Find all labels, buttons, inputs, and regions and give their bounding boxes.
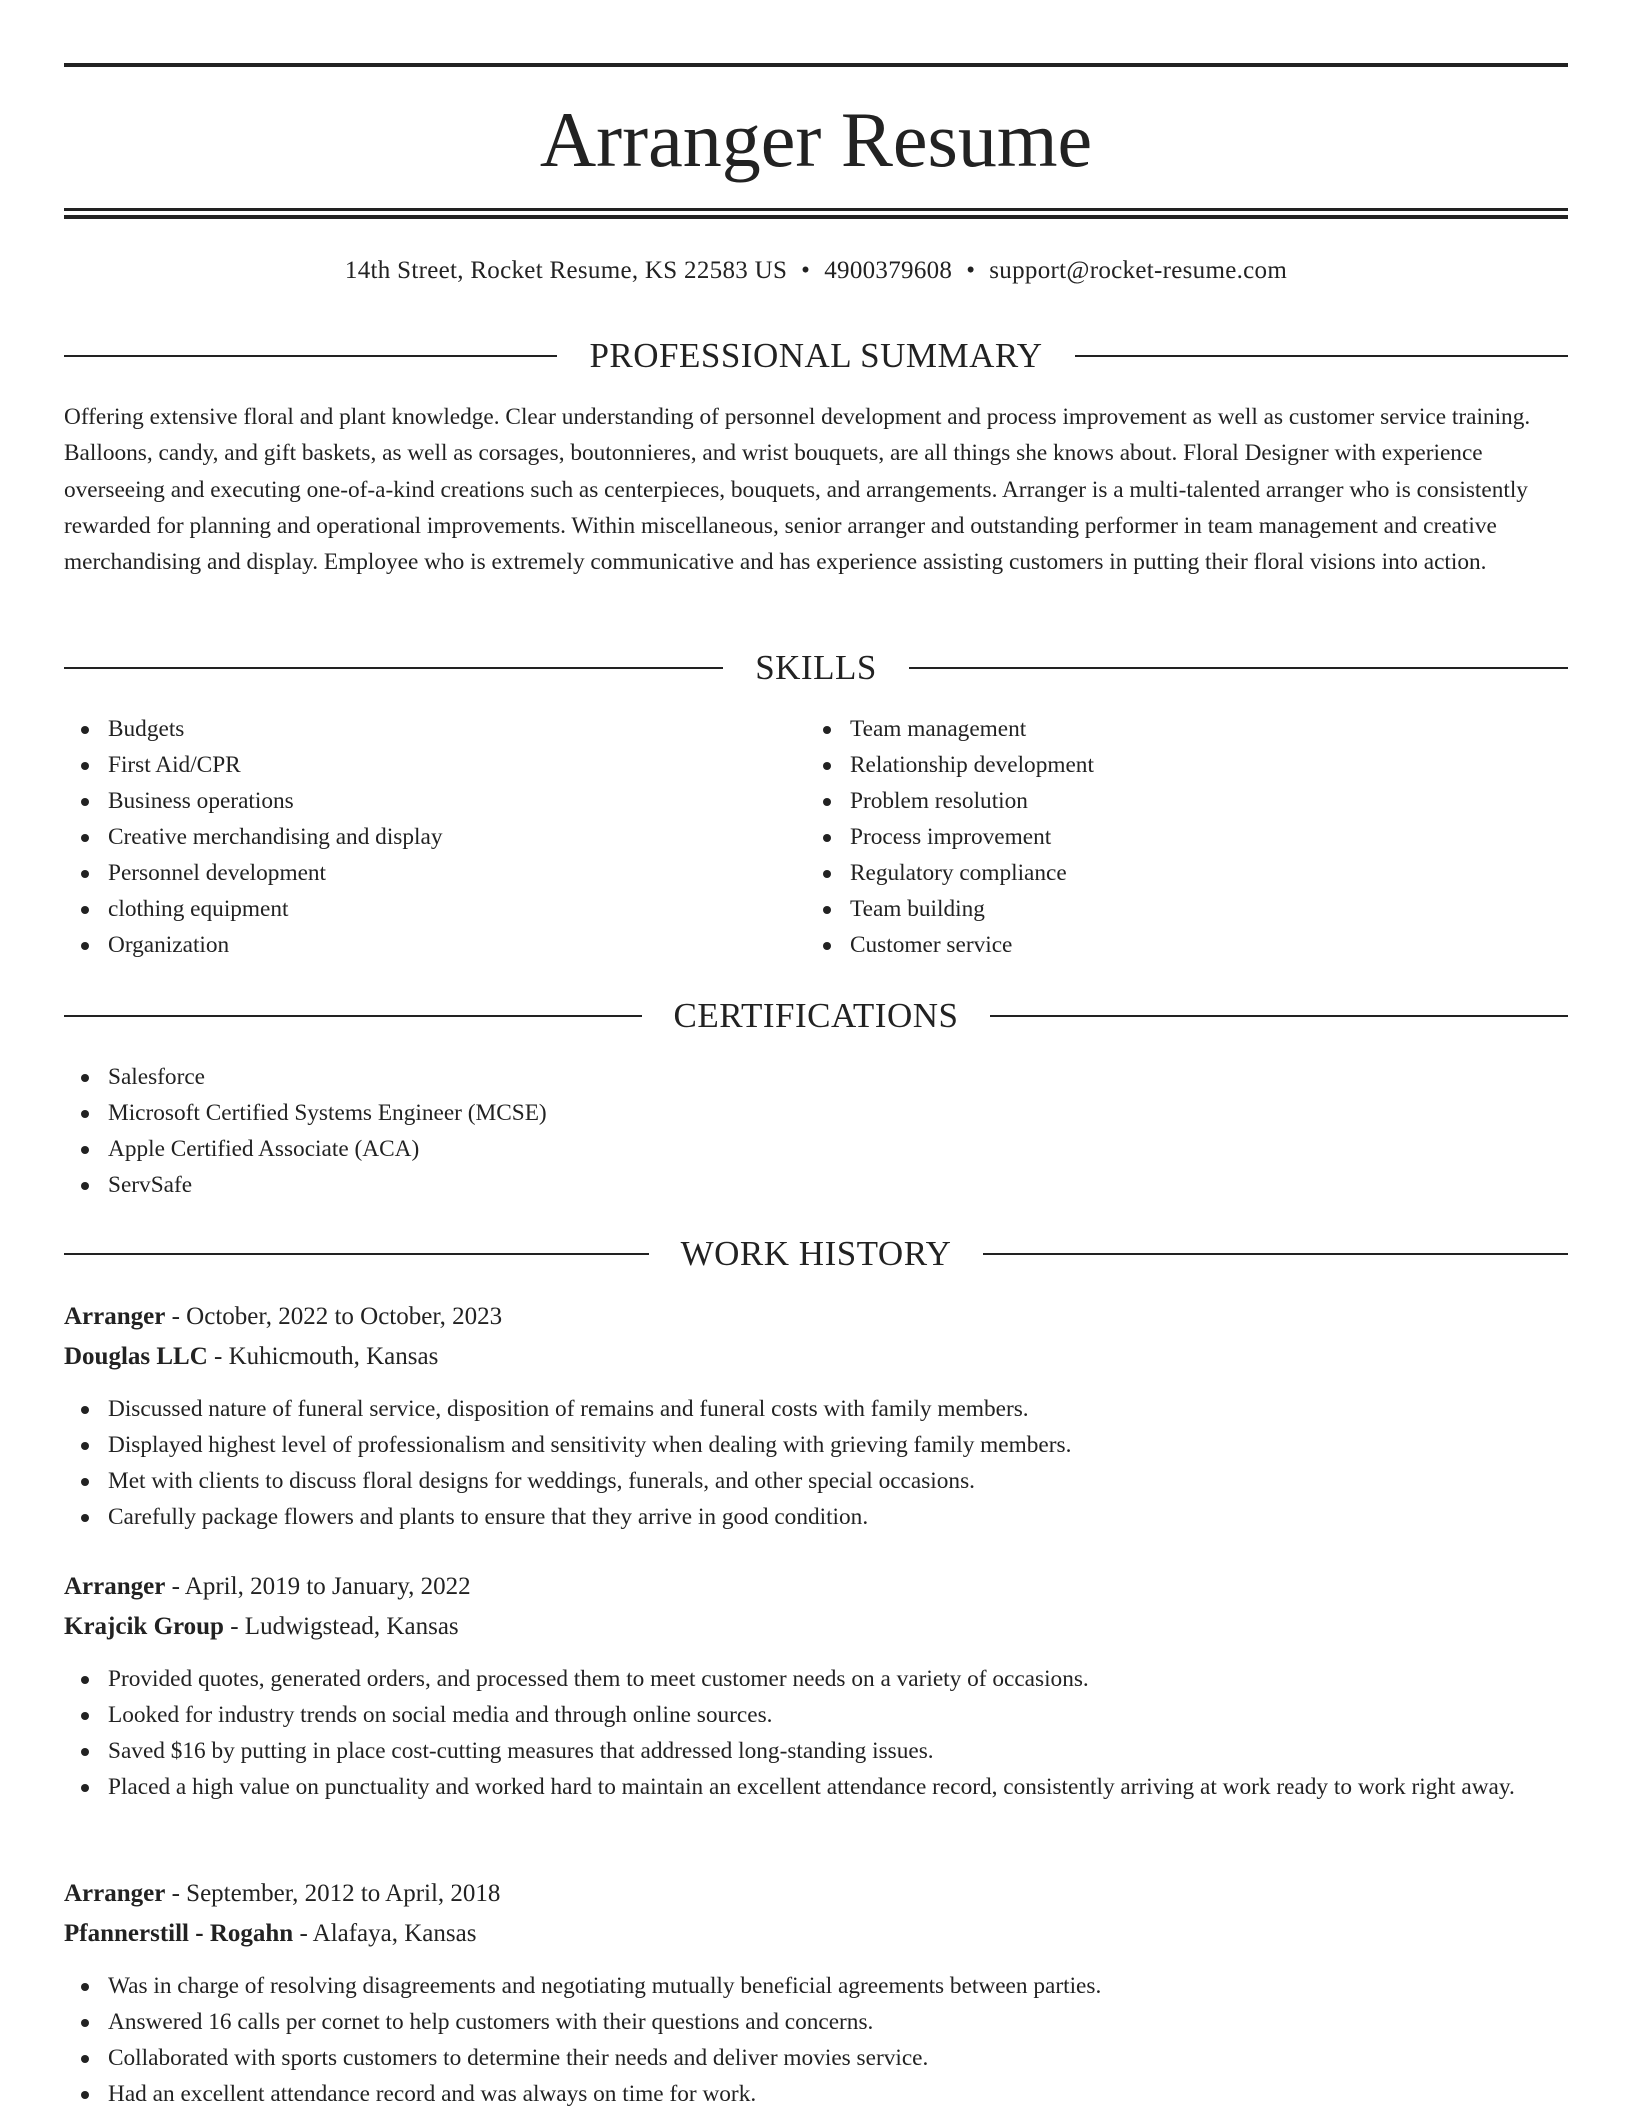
heading-rule-right [1075, 355, 1568, 357]
skill-item: Team building [806, 891, 1546, 927]
contact-email: support@rocket-resume.com [989, 257, 1288, 284]
work-history-heading-text: WORK HISTORY [680, 1234, 952, 1273]
skill-item: clothing equipment [64, 891, 804, 927]
job-bullet: Met with clients to discuss floral designs for weddings, funerals, and other special occasions. [64, 1463, 1568, 1499]
top-rule [64, 63, 1568, 67]
skill-item: Personnel development [64, 855, 804, 891]
job-bullet: Was in charge of resolving disagreements and negotiating mutually beneficial agreements between parties. [64, 1968, 1568, 2004]
certification-item: Salesforce [64, 1059, 1568, 1095]
certifications-list [64, 1059, 1568, 1203]
job-dates: April, 2019 to January, 2022 [184, 1573, 471, 1600]
job-company-line: Pfannerstill - Rogahn - Alafaya, Kansas [64, 1920, 477, 1947]
skill-item: Business operations [64, 783, 804, 819]
job-title: Arranger [64, 1573, 166, 1600]
resume-title: Arranger Resume [539, 96, 1093, 183]
job-bullet: Discussed nature of funeral service, disposition of remains and funeral costs with family members. [64, 1391, 1568, 1427]
summary-heading [64, 334, 1568, 378]
job-company-line: Krajcik Group - Ludwigstead, Kansas [64, 1613, 459, 1640]
job-bullets [64, 1661, 1568, 1805]
job-company-line: Douglas LLC - Kuhicmouth, Kansas [64, 1343, 439, 1370]
contact-line [64, 253, 1568, 289]
contact-phone: 4900379608 [824, 257, 953, 284]
contact-separator: • [966, 257, 976, 284]
job-bullet: Saved $16 by putting in place cost-cutting measures that addressed long-standing issues. [64, 1733, 1568, 1769]
contact-separator: • [801, 257, 811, 284]
skill-item: Organization [64, 927, 804, 963]
skill-item: Team management [806, 711, 1546, 747]
skills-heading-text: SKILLS [755, 648, 877, 687]
work-history-heading [64, 1232, 1568, 1276]
job-location: Kuhicmouth, Kansas [228, 1343, 439, 1370]
job-bullet: Displayed highest level of professionalism and sensitivity when dealing with grieving family members. [64, 1427, 1568, 1463]
skill-item: Creative merchandising and display [64, 819, 804, 855]
job-title: Arranger [64, 1303, 166, 1330]
skill-item: Customer service [806, 927, 1546, 963]
job-bullets [64, 1968, 1568, 2112]
certification-item: ServSafe [64, 1167, 1568, 1203]
heading-rule-right [990, 1015, 1568, 1017]
job-title-line: Arranger - September, 2012 to April, 2018 [64, 1880, 501, 1907]
job-title-line: Arranger - April, 2019 to January, 2022 [64, 1573, 471, 1600]
job-title-line: Arranger - October, 2022 to October, 2023 [64, 1303, 503, 1330]
job-bullets [64, 1391, 1568, 1535]
skills-list-left [64, 711, 804, 963]
summary-text: Offering extensive floral and plant knowledge. Clear understanding of personnel development and process improvement as well as customer service training. Balloons, candy, and gift baskets, as well as corsages, boutonnieres, and wrist bouquets, are all things she knows about. Floral Designer with experience overseeing and executing one-of-a-kind creations such as centerpieces, bouquets, and arrangements. Arranger is a multi-talented arranger who is consistently rewarded for planning and operational improvements. Within miscellaneous, senior arranger and outstanding performer in team management and creative merchandising and display. Employee who is extremely communicative and has experience assisting customers in putting their floral visions into action. [64, 404, 1531, 576]
skill-item: Problem resolution [806, 783, 1546, 819]
job-bullet: Carefully package flowers and plants to ensure that they arrive in good condition. [64, 1499, 1568, 1535]
job-company: Douglas LLC [64, 1343, 208, 1370]
heading-rule-left [64, 667, 723, 669]
certifications-heading-text: CERTIFICATIONS [673, 996, 959, 1035]
job-bullet: Had an excellent attendance record and was always on time for work. [64, 2076, 1568, 2112]
job-bullet: Collaborated with sports customers to determine their needs and deliver movies service. [64, 2040, 1568, 2076]
certifications-heading [64, 994, 1568, 1038]
job-location: Alafaya, Kansas [312, 1920, 477, 1947]
job-location: Ludwigstead, Kansas [244, 1613, 459, 1640]
certification-item: Microsoft Certified Systems Engineer (MCSE) [64, 1095, 1568, 1131]
heading-rule-right [909, 667, 1568, 669]
skills-heading [64, 646, 1568, 690]
skills-list-right [806, 711, 1546, 963]
job-title: Arranger [64, 1880, 166, 1907]
skill-item: Relationship development [806, 747, 1546, 783]
skill-item: Process improvement [806, 819, 1546, 855]
job-dates: September, 2012 to April, 2018 [186, 1880, 501, 1907]
job-bullet: Provided quotes, generated orders, and processed them to meet customer needs on a variety of occasions. [64, 1661, 1568, 1697]
title-double-rule [64, 208, 1568, 219]
skill-item: First Aid/CPR [64, 747, 804, 783]
job-dates: October, 2022 to October, 2023 [186, 1303, 503, 1330]
job-company: Pfannerstill - Rogahn [64, 1920, 294, 1947]
heading-rule-left [64, 355, 557, 357]
skill-item: Budgets [64, 711, 804, 747]
heading-rule-right [983, 1253, 1568, 1255]
heading-rule-left [64, 1015, 642, 1017]
heading-rule-left [64, 1253, 649, 1255]
job-company: Krajcik Group [64, 1613, 224, 1640]
skill-item: Regulatory compliance [806, 855, 1546, 891]
certification-item: Apple Certified Associate (ACA) [64, 1131, 1568, 1167]
job-bullet: Placed a high value on punctuality and worked hard to maintain an excellent attendance record, consistently arriving at work ready to work right away. [64, 1769, 1568, 1805]
contact-address: 14th Street, Rocket Resume, KS 22583 US [344, 257, 788, 284]
summary-heading-text: PROFESSIONAL SUMMARY [589, 336, 1043, 375]
job-bullet: Answered 16 calls per cornet to help customers with their questions and concerns. [64, 2004, 1568, 2040]
job-bullet: Looked for industry trends on social media and through online sources. [64, 1697, 1568, 1733]
